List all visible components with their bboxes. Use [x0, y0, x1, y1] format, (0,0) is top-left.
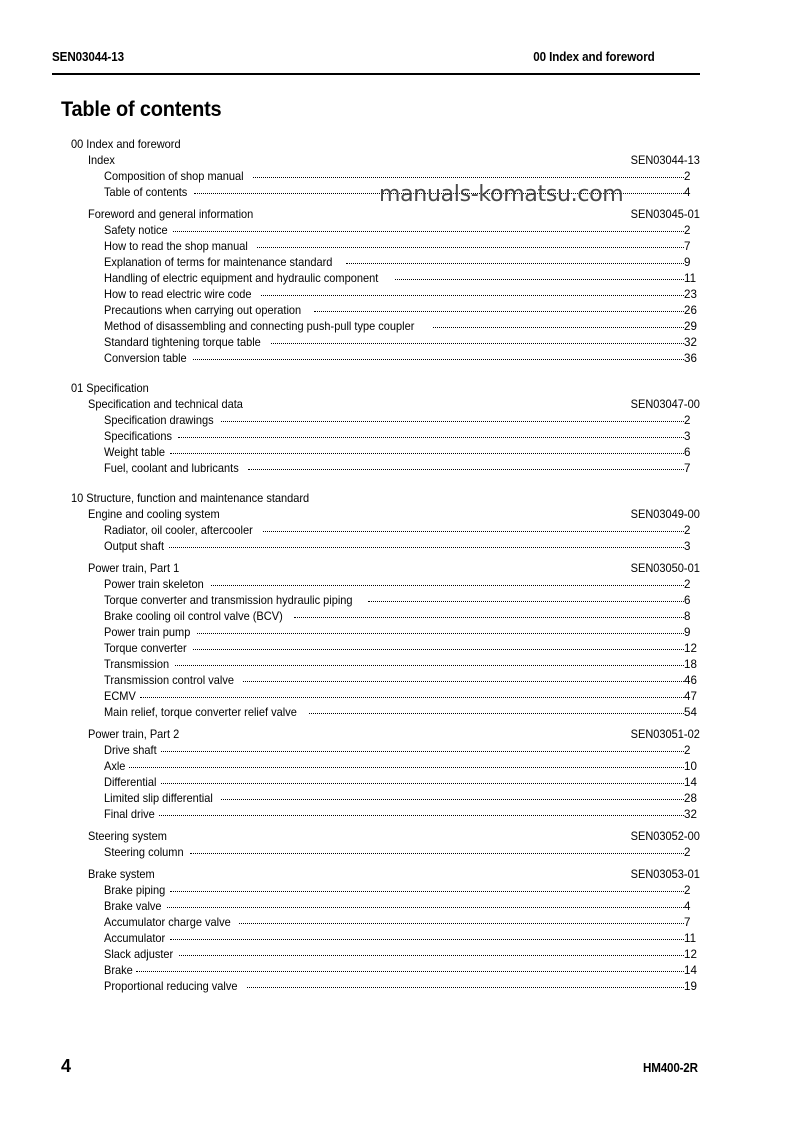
toc-entry-label: Handling of electric equipment and hydraulic component — [104, 272, 379, 285]
toc-entry-label: Standard tightening torque table — [104, 336, 261, 349]
toc-section-label: Specification and technical data — [88, 398, 243, 411]
toc-section-row[interactable] — [0, 829, 794, 845]
toc-entry-label: Radiator, oil cooler, aftercooler — [104, 524, 253, 537]
toc-entry-page-number: 23 — [684, 288, 697, 301]
dot-leader — [239, 915, 684, 926]
dot-leader — [309, 705, 684, 716]
toc-entry-label: Specification drawings — [104, 414, 214, 427]
toc-entry-page-number: 4 — [684, 186, 691, 199]
page-footer — [61, 1056, 700, 1077]
toc-entry-label: Main relief, torque converter relief valve — [104, 706, 297, 719]
page-header — [52, 50, 655, 64]
dot-leader — [170, 883, 684, 894]
header-divider — [52, 73, 700, 75]
dot-leader — [161, 743, 684, 754]
toc-entry-label: Brake cooling oil control valve (BCV) — [104, 610, 283, 623]
toc-entry-label: Brake — [104, 964, 133, 977]
toc-entry-label: Precautions when carrying out operation — [104, 304, 302, 317]
toc-entry[interactable] — [0, 759, 794, 775]
toc-section-row[interactable] — [0, 397, 794, 413]
dot-leader — [169, 539, 684, 550]
dot-leader — [261, 287, 684, 298]
toc-section-sen-code: SEN03053-01 — [630, 868, 700, 881]
dot-leader — [175, 657, 684, 668]
toc-entry[interactable] — [0, 413, 794, 429]
dot-leader — [173, 223, 684, 234]
toc-section-sen-code: SEN03051-02 — [630, 728, 700, 741]
toc-entry[interactable] — [0, 351, 794, 367]
toc-entry-label: Specifications — [104, 430, 172, 443]
toc-entry-page-number: 19 — [684, 980, 697, 993]
toc-entry-label: Brake valve — [104, 900, 162, 913]
dot-leader — [433, 319, 684, 330]
toc-entry[interactable] — [0, 445, 794, 461]
toc-entry-page-number: 2 — [684, 884, 691, 897]
toc-section-row[interactable] — [0, 207, 794, 223]
toc-entry[interactable] — [0, 689, 794, 705]
toc-entry-page-number: 2 — [684, 224, 691, 237]
toc-entry[interactable] — [0, 775, 794, 791]
toc-group-label: 00 Index and foreword — [71, 138, 181, 151]
toc-entry-page-number: 28 — [684, 792, 697, 805]
footer-page-number: 4 — [61, 1056, 72, 1076]
toc-entry[interactable] — [0, 539, 794, 555]
dot-leader — [129, 759, 684, 770]
toc-entry-label: Differential — [104, 776, 157, 789]
toc-entry[interactable] — [0, 845, 794, 861]
footer-model-name: HM400-2R — [643, 1061, 698, 1075]
toc-entry-label: Final drive — [104, 808, 155, 821]
dot-leader — [294, 609, 684, 620]
toc-entry[interactable] — [0, 963, 794, 979]
toc-section-sen-code: SEN03050-01 — [630, 562, 700, 575]
dot-leader — [140, 689, 685, 700]
toc-entry[interactable] — [0, 271, 794, 287]
toc-entry[interactable] — [0, 255, 794, 271]
toc-entry-label: Weight table — [104, 446, 166, 459]
dot-leader — [193, 351, 684, 362]
toc-entry[interactable] — [0, 429, 794, 445]
dot-leader — [314, 303, 684, 314]
dot-leader — [167, 899, 684, 910]
toc-entry[interactable] — [0, 931, 794, 947]
dot-leader — [211, 577, 684, 588]
dot-leader — [159, 807, 684, 818]
toc-entry[interactable] — [0, 657, 794, 673]
header-document-number: SEN03044-13 — [52, 50, 125, 64]
toc-entry-label: Explanation of terms for maintenance standard — [104, 256, 333, 269]
toc-entry-page-number: 54 — [684, 706, 697, 719]
dot-leader — [248, 461, 684, 472]
toc-entry[interactable] — [0, 807, 794, 823]
toc-section-row[interactable] — [0, 507, 794, 523]
toc-entry-label: Power train pump — [104, 626, 191, 639]
dot-leader — [221, 791, 685, 802]
toc-entry[interactable] — [0, 743, 794, 759]
toc-entry-page-number: 4 — [684, 900, 691, 913]
toc-entry[interactable] — [0, 625, 794, 641]
dot-leader — [178, 429, 684, 440]
toc-section-label: Foreword and general information — [88, 208, 254, 221]
toc-section-sen-code: SEN03045-01 — [630, 208, 700, 221]
dot-leader — [170, 931, 684, 942]
toc-entry[interactable] — [0, 319, 794, 335]
toc-entry-page-number: 46 — [684, 674, 697, 687]
page-title: Table of contents — [61, 98, 222, 121]
toc-entry-page-number: 2 — [684, 524, 691, 537]
toc-entry-page-number: 36 — [684, 352, 697, 365]
toc-entry-page-number: 9 — [684, 256, 691, 269]
spacer — [0, 367, 794, 381]
toc-entry[interactable] — [0, 577, 794, 593]
dot-leader — [161, 775, 684, 786]
toc-entry-page-number: 18 — [684, 658, 697, 671]
dot-leader — [197, 625, 684, 636]
toc-entry-page-number: 10 — [684, 760, 697, 773]
toc-entry-label: Drive shaft — [104, 744, 157, 757]
table-of-contents — [0, 137, 794, 995]
toc-entry[interactable] — [0, 883, 794, 899]
toc-section-label: Brake system — [88, 868, 155, 881]
toc-section-row[interactable] — [0, 727, 794, 743]
toc-entry-page-number: 14 — [684, 776, 697, 789]
toc-entry-label: How to read the shop manual — [104, 240, 248, 253]
toc-entry-page-number: 2 — [684, 578, 691, 591]
toc-entry-label: Method of disassembling and connecting push-pull type coupler — [104, 320, 415, 333]
toc-entry[interactable] — [0, 915, 794, 931]
toc-section-label: Steering system — [88, 830, 167, 843]
toc-entry-page-number: 3 — [684, 540, 691, 553]
toc-entry[interactable] — [0, 979, 794, 995]
toc-entry-page-number: 12 — [684, 642, 697, 655]
toc-entry[interactable] — [0, 705, 794, 721]
toc-entry[interactable] — [0, 593, 794, 609]
dot-leader — [395, 271, 684, 282]
toc-entry-label: Conversion table — [104, 352, 187, 365]
dot-leader — [257, 239, 684, 250]
toc-entry-label: Fuel, coolant and lubricants — [104, 462, 239, 475]
toc-entry-page-number: 7 — [684, 916, 691, 929]
toc-entry-page-number: 47 — [684, 690, 697, 703]
dot-leader — [346, 255, 684, 266]
toc-entry-page-number: 6 — [684, 446, 691, 459]
toc-entry[interactable] — [0, 523, 794, 539]
toc-entry-label: Proportional reducing valve — [104, 980, 238, 993]
toc-entry-page-number: 26 — [684, 304, 697, 317]
toc-group-heading — [0, 381, 794, 397]
toc-entry-label: Limited slip differential — [104, 792, 213, 805]
toc-entry[interactable] — [0, 947, 794, 963]
dot-leader — [271, 335, 684, 346]
toc-entry-page-number: 2 — [684, 846, 691, 859]
toc-entry-label: Accumulator charge valve — [104, 916, 231, 929]
toc-entry-page-number: 12 — [684, 948, 697, 961]
toc-entry-page-number: 2 — [684, 414, 691, 427]
toc-section-sen-code: SEN03049-00 — [630, 508, 700, 521]
toc-entry-label: Brake piping — [104, 884, 166, 897]
dot-leader — [179, 947, 684, 958]
toc-entry-label: Transmission control valve — [104, 674, 234, 687]
toc-group-label: 10 Structure, function and maintenance standard — [71, 492, 310, 505]
toc-entry-page-number: 11 — [684, 272, 697, 285]
toc-entry-label: Table of contents — [104, 186, 188, 199]
toc-entry-page-number: 7 — [684, 240, 691, 253]
dot-leader — [221, 413, 684, 424]
toc-entry-page-number: 32 — [684, 808, 697, 821]
toc-entry-label: Safety notice — [104, 224, 168, 237]
spacer — [0, 477, 794, 491]
toc-entry-label: Output shaft — [104, 540, 165, 553]
header-section-title: 00 Index and foreword — [533, 50, 655, 64]
dot-leader — [247, 979, 685, 990]
toc-entry-page-number: 11 — [684, 932, 697, 945]
dot-leader — [190, 845, 684, 856]
toc-entry-label: Power train skeleton — [104, 578, 204, 591]
toc-entry-label: Transmission — [104, 658, 170, 671]
dot-leader — [243, 673, 684, 684]
toc-entry-page-number: 8 — [684, 610, 691, 623]
toc-entry-page-number: 3 — [684, 430, 691, 443]
toc-entry-page-number: 29 — [684, 320, 697, 333]
dot-leader — [170, 445, 684, 456]
toc-entry[interactable] — [0, 287, 794, 303]
toc-entry[interactable] — [0, 673, 794, 689]
toc-entry[interactable] — [0, 335, 794, 351]
toc-section-label: Engine and cooling system — [88, 508, 220, 521]
toc-entry-label: Accumulator — [104, 932, 166, 945]
dot-leader — [136, 963, 684, 974]
toc-entry-page-number: 32 — [684, 336, 697, 349]
toc-section-row[interactable] — [0, 867, 794, 883]
toc-entry-page-number: 2 — [684, 170, 691, 183]
toc-section-label: Index — [88, 154, 115, 167]
toc-group-heading — [0, 137, 794, 153]
toc-entry-label: Steering column — [104, 846, 184, 859]
toc-section-sen-code: SEN03052-00 — [630, 830, 700, 843]
toc-section-row[interactable] — [0, 561, 794, 577]
toc-entry-label: Axle — [104, 760, 126, 773]
toc-entry-label: Torque converter and transmission hydraulic piping — [104, 594, 353, 607]
toc-entry-label: ECMV — [104, 690, 136, 703]
toc-entry[interactable] — [0, 239, 794, 255]
toc-section-row[interactable] — [0, 153, 794, 169]
toc-entry-label: How to read electric wire code — [104, 288, 252, 301]
toc-section-label: Power train, Part 2 — [88, 728, 180, 741]
toc-section-sen-code: SEN03047-00 — [630, 398, 700, 411]
toc-section-label: Power train, Part 1 — [88, 562, 180, 575]
dot-leader — [368, 593, 684, 604]
toc-entry-page-number: 9 — [684, 626, 691, 639]
toc-entry-page-number: 2 — [684, 744, 691, 757]
toc-group-heading — [0, 491, 794, 507]
dot-leader — [263, 523, 684, 534]
toc-entry-page-number: 7 — [684, 462, 691, 475]
toc-entry[interactable] — [0, 461, 794, 477]
toc-entry-label: Composition of shop manual — [104, 170, 244, 183]
toc-entry-label: Slack adjuster — [104, 948, 174, 961]
toc-section-sen-code: SEN03044-13 — [630, 154, 700, 167]
toc-entry[interactable] — [0, 223, 794, 239]
toc-entry-label: Torque converter — [104, 642, 187, 655]
dot-leader — [193, 641, 684, 652]
toc-entry[interactable] — [0, 609, 794, 625]
toc-entry[interactable] — [0, 641, 794, 657]
toc-group-label: 01 Specification — [71, 382, 149, 395]
watermark: manuals-komatsu.com — [379, 182, 624, 207]
toc-entry[interactable] — [0, 791, 794, 807]
dot-leader — [253, 169, 684, 180]
toc-entry[interactable] — [0, 303, 794, 319]
toc-entry[interactable] — [0, 899, 794, 915]
toc-entry-page-number: 6 — [684, 594, 691, 607]
toc-entry-page-number: 14 — [684, 964, 697, 977]
